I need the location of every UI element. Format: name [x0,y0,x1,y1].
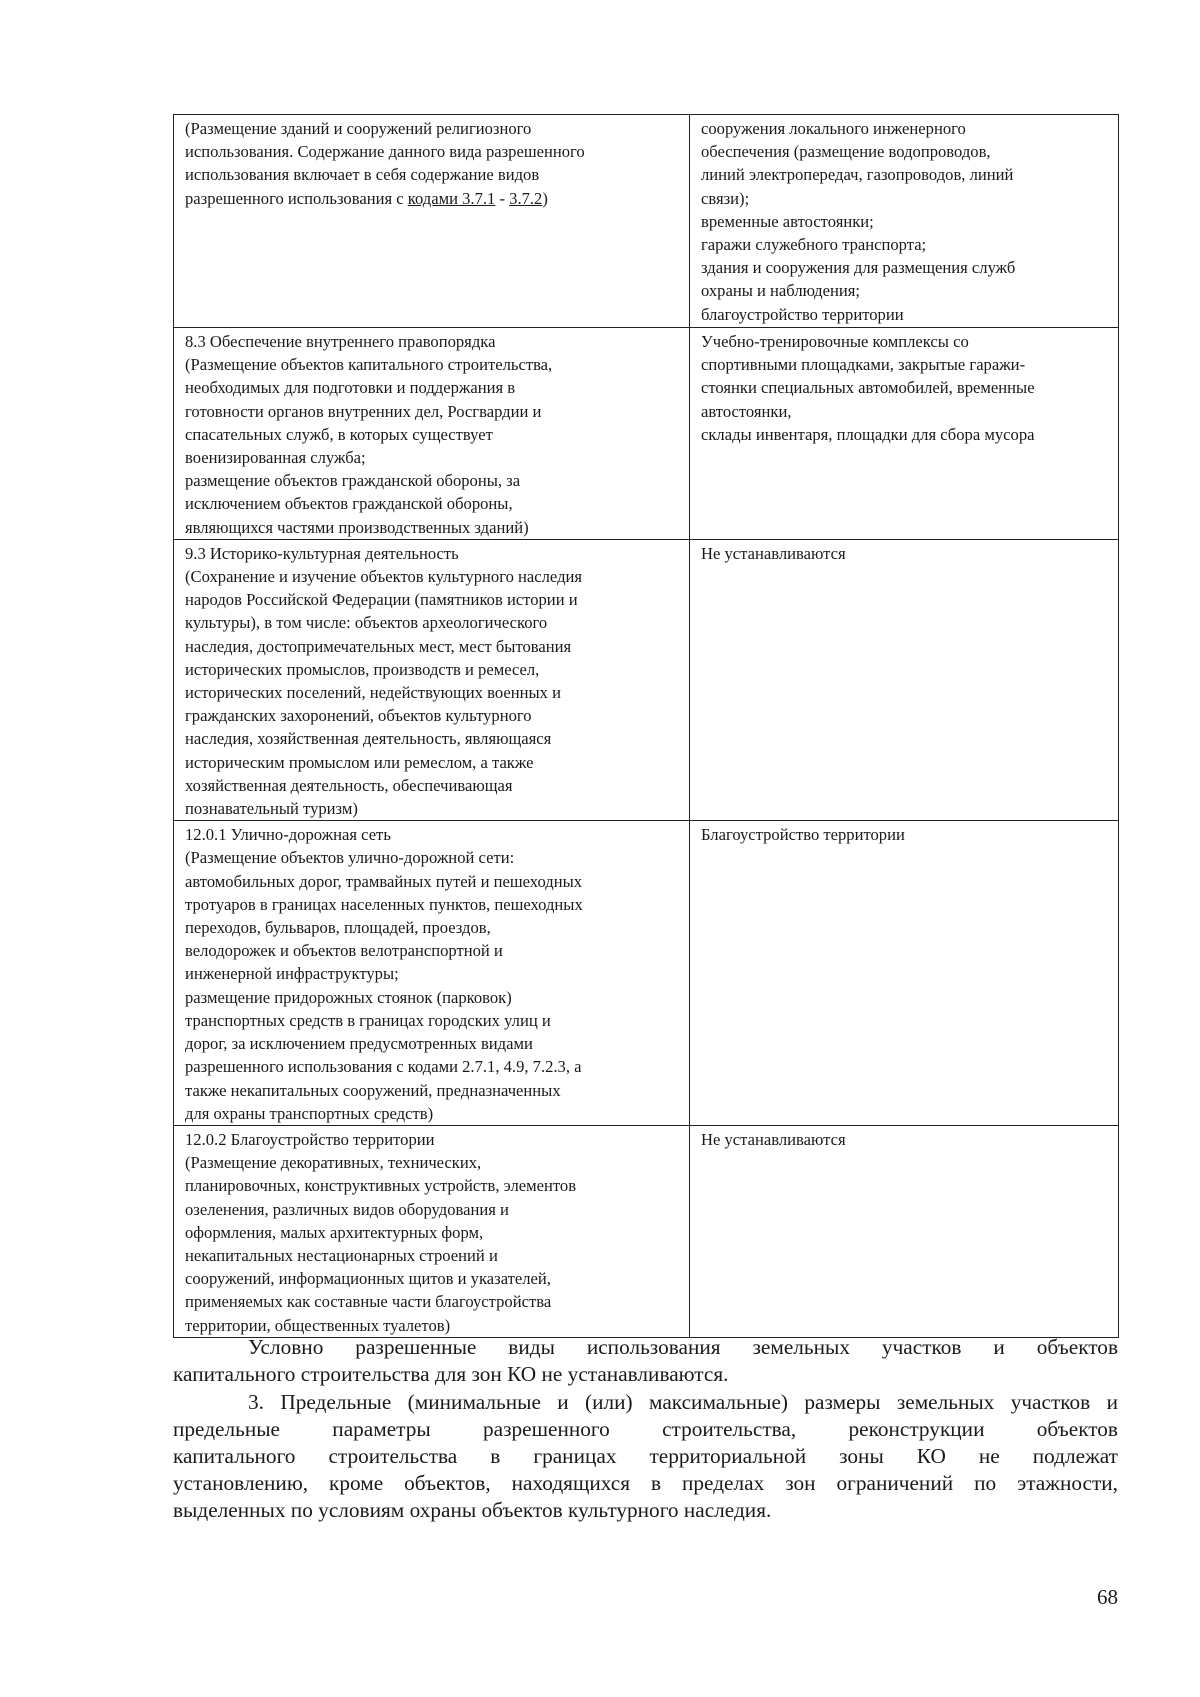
row-2-main-use: 8.3 Обеспечение внутреннего правопорядка (Размещение объектов капитального строительства, необходимых для подготовки и поддержания в готовности органов внутренних дел, Росгвардии и спасательных служб, в которых существует военизированная служба; размещение объектов гражданской обороны, за исключением объектов гражданской обороны, являющихся частями производственных зданий) [174,328,690,540]
table-row [174,1125,1119,1337]
land-use-table [173,114,1119,1338]
row-4-auxiliary-use: Благоустройство территории [690,821,1119,1126]
row-3-auxiliary-use: Не устанавливаются [690,539,1119,820]
page-number: 68 [1097,1585,1118,1609]
table-row [174,821,1119,1126]
table-row [174,539,1119,820]
limits-paragraph: 3. Предельные (минимальные и (или) максимальные) размеры земельных участков и предельные параметры разрешенного строительства, реконструкции объектов капитального строительства в границах территориальной зоны КО не подлежат установлению, кроме объектов, находящихся в пределах зон ограничений по этажности, выделенных по условиям охраны объектов культурного наследия. [173,1390,1118,1522]
codes-line: разрешенного использования с кодами 3.7.1 - 3.7.2) [185,188,548,208]
row-4-main-use: 12.0.1 Улично-дорожная сеть (Размещение объектов улично-дорожной сети: автомобильных дорог, трамвайных путей и пешеходных тротуаров в границах населенных пунктов, пешеходных переходов, бульваров, площадей, проездов, велодорожек и объектов велотранспортной и инженерной инфраструктуры; размещение придорожных стоянок (парковок) транспортных средств в границах городских улиц и дорог, за исключением предусмотренных видами разрешенного использования с кодами 2.7.1, 4.9, 7.2.3, а также некапитальных сооружений, предназначенных для охраны транспортных средств) [174,821,690,1126]
conditional-use-paragraph: Условно разрешенные виды использования земельных участков и объектов капитального строительства для зон КО не устанавливаются. [173,1335,1118,1386]
row-1-auxiliary-use: сооружения локального инженерного обеспечения (размещение водопроводов, линий электропередач, газопроводов, линий связи); временные автостоянки; гаражи служебного транспорта; здания и сооружения для размещения служб охраны и наблюдения; благоустройство территории [690,115,1119,328]
code-link-3-7-2[interactable]: 3.7.2 [509,188,543,208]
row-3-main-use: 9.3 Историко-культурная деятельность (Сохранение и изучение объектов культурного наследия народов Российской Федерации (памятников истории и культуры), в том числе: объектов археологического наследия, достопримечательных мест, мест бытования исторических промыслов, производств и ремесел, исторических поселений, недействующих военных и гражданских захоронений, объектов культурного наследия, хозяйственная деятельность, являющаяся историческим промыслом или ремеслом, а также хозяйственная деятельность, обеспечивающая познавательный туризм) [174,539,690,820]
table-row [174,115,1119,328]
row-5-main-use: 12.0.2 Благоустройство территории (Размещение декоративных, технических, планировочных, конструктивных устройств, элементов озеленения, различных видов оборудования и оформления, малых архитектурных форм, некапитальных нестационарных строений и сооружений, информационных щитов и указателей, применяемых как составные части благоустройства территории, общественных туалетов) [174,1125,690,1337]
table-row [174,328,1119,540]
row-1-main-use: (Размещение зданий и сооружений религиозного использования. Содержание данного вида разрешенного использования включает в себя содержание видов разрешенного использования с кодами 3.7.1 - 3.7.2) [174,115,690,328]
row-2-auxiliary-use: Учебно-тренировочные комплексы со спортивными площадками, закрытые гаражи- стоянки специальных автомобилей, временные автостоянки, склады инвентаря, площадки для сбора мусора [690,328,1119,540]
row-5-auxiliary-use: Не устанавливаются [690,1125,1119,1337]
code-link-3-7-1[interactable]: кодами 3.7.1 [407,188,496,208]
